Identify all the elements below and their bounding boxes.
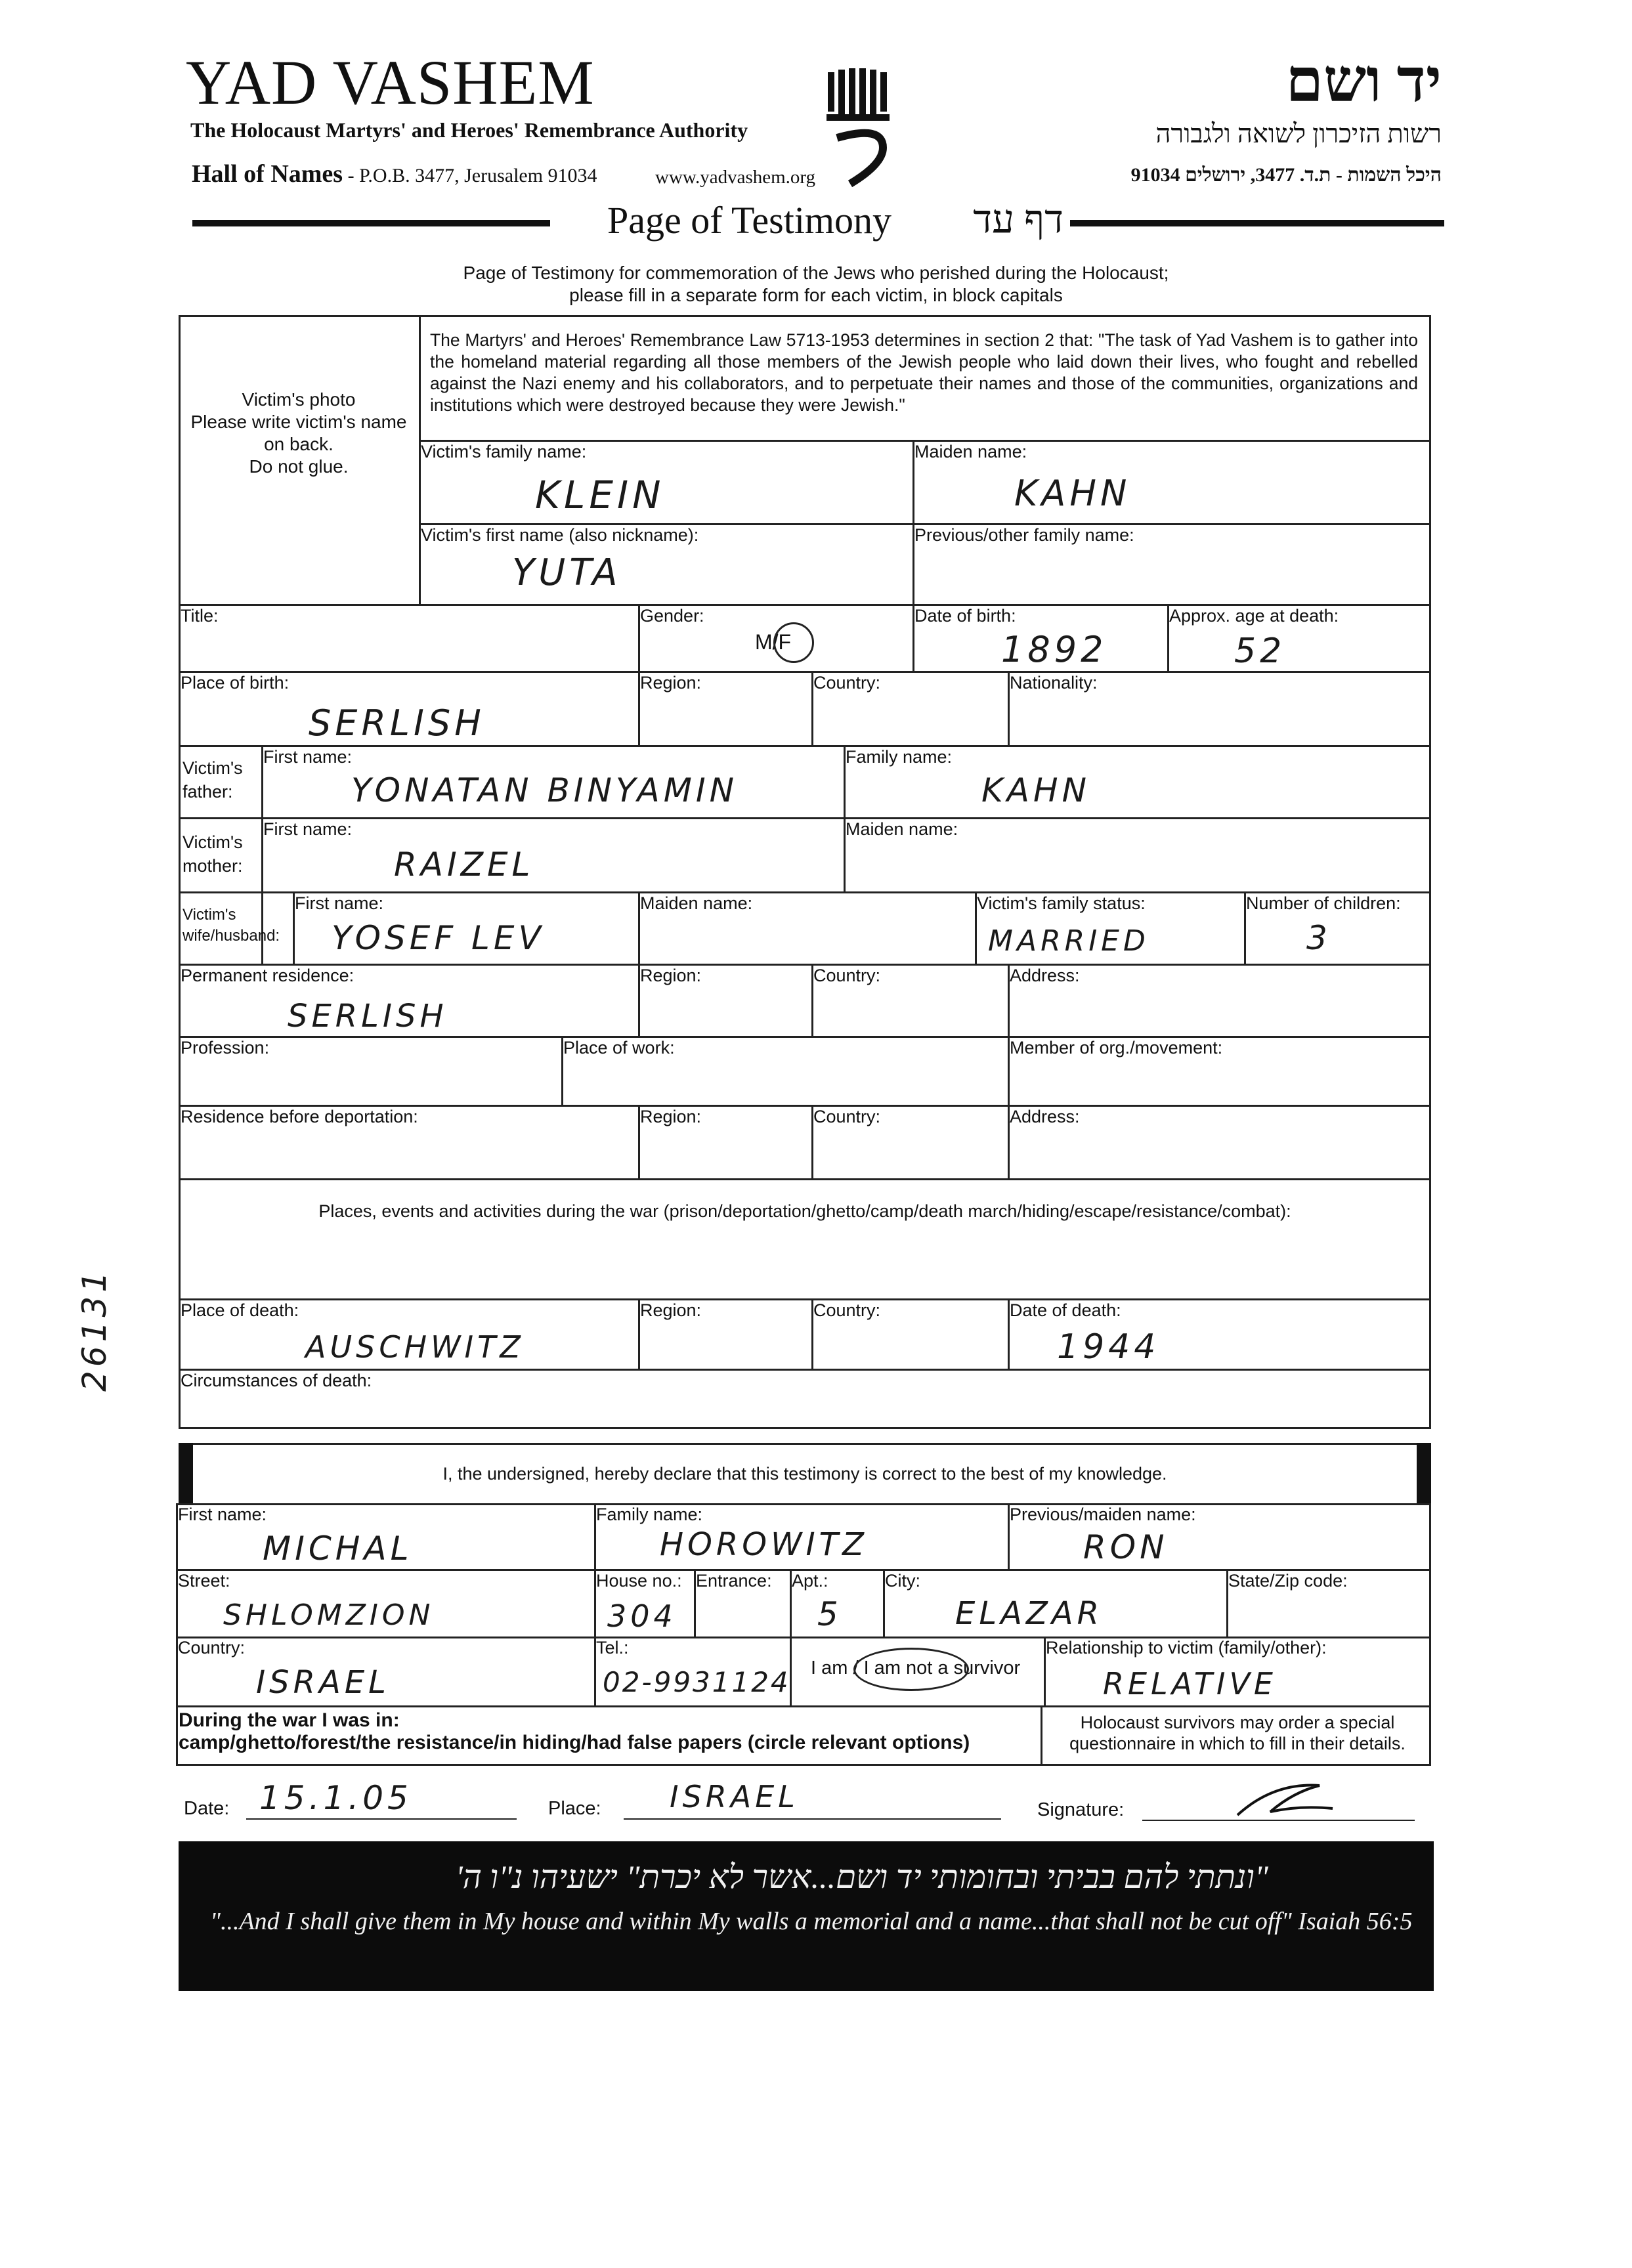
mother-first-name-value[interactable]: RAIZEL (394, 845, 534, 884)
spouse-label (183, 905, 280, 947)
relationship-value[interactable]: RELATIVE (1103, 1666, 1277, 1701)
law-text: The Martyrs' and Heroes' Remembrance Law 5713-1953 determines in section 2 that: "The task of Yad Vashem is to gather into the homeland material regarding all those members of the Jewish people who laid down their lives, who fought and rebelled against the Nazi enemy and his collaborators, and to perpetuate their names and those of the communities, organizations and institutions which were destroyed because they were Jewish." (430, 330, 1418, 415)
intro-line-2: please fill in a separate form for each victim, in block capitals (569, 285, 1063, 305)
place-of-death-label: Place of death: (181, 1300, 299, 1320)
authority-name-he: רשות הזיכרון לשואה ולגבורה (1155, 119, 1442, 148)
residence-before-deportation-label: Residence before deportation: (181, 1107, 418, 1126)
previous-family-name-label: Previous/other family name: (914, 525, 1134, 545)
hall-of-names-address (192, 160, 597, 188)
street-label: Street: (178, 1571, 230, 1591)
yad-vashem-logo-icon (824, 66, 893, 187)
title-rule-right (1070, 220, 1444, 226)
survivor-note-line-2: questionnaire in which to fill in their details. (1069, 1734, 1406, 1753)
submitter-prev-name-label: Previous/maiden name: (1010, 1505, 1196, 1524)
first-name-label: Victim's first name (also nickname): (421, 525, 699, 545)
intro-line-1: Page of Testimony for commemoration of the Jews who perished during the Holocaust; (463, 263, 1169, 283)
mother-label (183, 830, 243, 878)
submitter-country-value[interactable]: ISRAEL (256, 1664, 390, 1701)
declaration-text: I, the undersigned, hereby declare that this testimony is correct to the best of my knowledge. (442, 1464, 1167, 1484)
num-children-value[interactable]: 3 (1306, 919, 1331, 957)
footer-hebrew-quote: "ונתתי להם בביתי ובחומותי יד ושם...אשר לא יכרת" ישעיהו נ"ו ה' (455, 1858, 1268, 1895)
gender-circle (773, 622, 814, 663)
death-region-label: Region: (640, 1300, 702, 1320)
residence-region-label: Region: (640, 966, 702, 985)
margin-number: 26131 (75, 1267, 114, 1392)
mother-first-name-label: First name: (263, 819, 353, 839)
deportation-region-label: Region: (640, 1107, 702, 1126)
submitter-family-name-value[interactable]: HOROWITZ (660, 1526, 868, 1563)
footer-english-quote: "...And I shall give them in My house and within My walls a memorial and a name...that shall not be cut off" Isaiah 56:5 (210, 1908, 1413, 1935)
date-of-death-value[interactable]: 1944 (1057, 1327, 1160, 1367)
member-org-label: Member of org./movement: (1010, 1038, 1223, 1058)
authority-name-en: The Holocaust Martyrs' and Heroes' Remembrance Authority (190, 118, 748, 142)
city-value[interactable]: ELAZAR (955, 1595, 1103, 1632)
title-label: Title: (181, 606, 219, 626)
during-war-label (179, 1709, 970, 1754)
street-value[interactable]: SHLOMZION (223, 1598, 435, 1632)
father-first-name-label: First name: (263, 747, 353, 767)
title-rule-left (192, 220, 550, 226)
spouse-first-name-value[interactable]: YOSEF LEV (332, 919, 545, 957)
tel-label: Tel.: (596, 1638, 629, 1658)
first-name-value[interactable]: YUTA (512, 551, 622, 594)
age-at-death-label: Approx. age at death: (1169, 606, 1339, 626)
place-label: Place: (548, 1798, 601, 1819)
family-name-label: Victim's family name: (421, 442, 587, 461)
spouse-first-name-label: First name: (295, 893, 384, 913)
tel-value[interactable]: 02-9931124 (603, 1666, 790, 1698)
age-at-death-value[interactable]: 52 (1234, 631, 1286, 671)
city-label: City: (885, 1571, 920, 1591)
place-of-birth-label: Place of birth: (181, 673, 290, 693)
circumstances-label: Circumstances of death: (181, 1371, 372, 1390)
state-zip-label: State/Zip code: (1228, 1571, 1348, 1591)
hall-of-names-label: Hall of Names (192, 160, 343, 188)
survivor-note-line-1: Holocaust survivors may order a special (1080, 1713, 1395, 1732)
submitter-country-label: Country: (178, 1638, 246, 1658)
submitter-first-name-label: First name: (178, 1505, 267, 1524)
maiden-name-label: Maiden name: (914, 442, 1027, 461)
residence-country-label: Country: (813, 966, 881, 985)
victim-form (179, 315, 1431, 1429)
gender-label: Gender: (640, 606, 704, 626)
spouse-label-1: Victim's (183, 906, 236, 924)
place-of-death-value[interactable]: AUSCHWITZ (305, 1329, 525, 1365)
org-name-he: יד ושם (1285, 47, 1442, 114)
page-title-he: דף עד (973, 198, 1063, 241)
death-country-label: Country: (813, 1300, 881, 1320)
hall-of-names-he: היכל השמות - ת.ד. 3477, ירושלים 91034 (1130, 164, 1442, 186)
father-family-name-label: Family name: (846, 747, 953, 767)
relationship-label: Relationship to victim (family/other): (1046, 1638, 1327, 1658)
survivor-circle (853, 1648, 969, 1691)
birth-region-label: Region: (640, 673, 702, 693)
family-status-label: Victim's family status: (977, 893, 1146, 913)
date-value[interactable]: 15.1.05 (259, 1779, 412, 1817)
dob-value[interactable]: 1892 (1001, 629, 1107, 670)
apt-value[interactable]: 5 (817, 1595, 842, 1633)
father-label (183, 756, 243, 803)
permanent-residence-label: Permanent residence: (181, 966, 354, 985)
survivor-questionnaire-note (1050, 1712, 1425, 1754)
submitter-first-name-value[interactable]: MICHAL (263, 1530, 413, 1568)
birth-country-label: Country: (813, 673, 881, 693)
place-value[interactable]: ISRAEL (670, 1779, 799, 1814)
photo-line-4: Do not glue. (249, 456, 349, 477)
date-of-death-label: Date of death: (1010, 1300, 1121, 1320)
photo-instructions (179, 389, 419, 478)
during-war-line-2[interactable]: camp/ghetto/forest/the resistance/in hiding/had false papers (circle relevant options) (179, 1732, 970, 1753)
father-label-2: father: (183, 782, 233, 802)
dob-label: Date of birth: (914, 606, 1016, 626)
father-label-1: Victim's (183, 758, 243, 778)
signature-label: Signature: (1037, 1799, 1125, 1820)
apt-label: Apt.: (792, 1571, 828, 1591)
house-no-value[interactable]: 304 (607, 1598, 677, 1634)
deportation-address-label: Address: (1010, 1107, 1080, 1126)
mother-maiden-name-label: Maiden name: (846, 819, 958, 839)
page-title-en: Page of Testimony (607, 199, 892, 242)
entrance-label: Entrance: (696, 1571, 772, 1591)
place-of-birth-value[interactable]: SERLISH (309, 702, 485, 744)
photo-line-3: on back. (264, 434, 333, 454)
num-children-label: Number of children: (1246, 893, 1401, 913)
nationality-label: Nationality: (1010, 673, 1098, 693)
website: www.yadvashem.org (655, 167, 816, 188)
maiden-name-value[interactable]: KAHN (1014, 473, 1131, 514)
mother-label-1: Victim's (183, 832, 243, 852)
spouse-label-2: wife/husband: (183, 927, 280, 945)
permanent-residence-value[interactable]: SERLISH (288, 998, 448, 1035)
hall-address: - P.O.B. 3477, Jerusalem 91034 (343, 165, 597, 186)
war-places-label: Places, events and activities during the war (prison/deportation/ghetto/camp/death march/hiding/escape/resistance/combat): (318, 1201, 1291, 1221)
residence-address-label: Address: (1010, 966, 1080, 985)
mother-label-2: mother: (183, 856, 243, 876)
place-of-work-label: Place of work: (563, 1038, 675, 1058)
father-first-name-value[interactable]: YONATAN BINYAMIN (351, 771, 739, 809)
gender-options[interactable]: M/F (755, 630, 792, 654)
profession-label: Profession: (181, 1038, 270, 1058)
deportation-country-label: Country: (813, 1107, 881, 1126)
signature-mark-icon[interactable] (1234, 1776, 1339, 1825)
family-name-value[interactable]: KLEIN (535, 473, 665, 517)
photo-line-2: Please write victim's name (190, 412, 407, 432)
photo-line-1: Victim's photo (242, 389, 356, 410)
father-family-name-value[interactable]: KAHN (981, 771, 1090, 809)
submitter-family-name-label: Family name: (596, 1505, 703, 1524)
submitter-prev-name-value[interactable]: RON (1083, 1528, 1169, 1566)
survivor-status[interactable]: I am / I am not a survivor (811, 1658, 1021, 1679)
during-war-line-1: During the war I was in: (179, 1709, 400, 1731)
spouse-maiden-name-label: Maiden name: (640, 893, 753, 913)
family-status-value[interactable]: MARRIED (988, 924, 1149, 958)
org-name-en: YAD VASHEM (186, 47, 595, 118)
house-no-label: House no.: (596, 1571, 682, 1591)
date-label: Date: (184, 1798, 230, 1819)
